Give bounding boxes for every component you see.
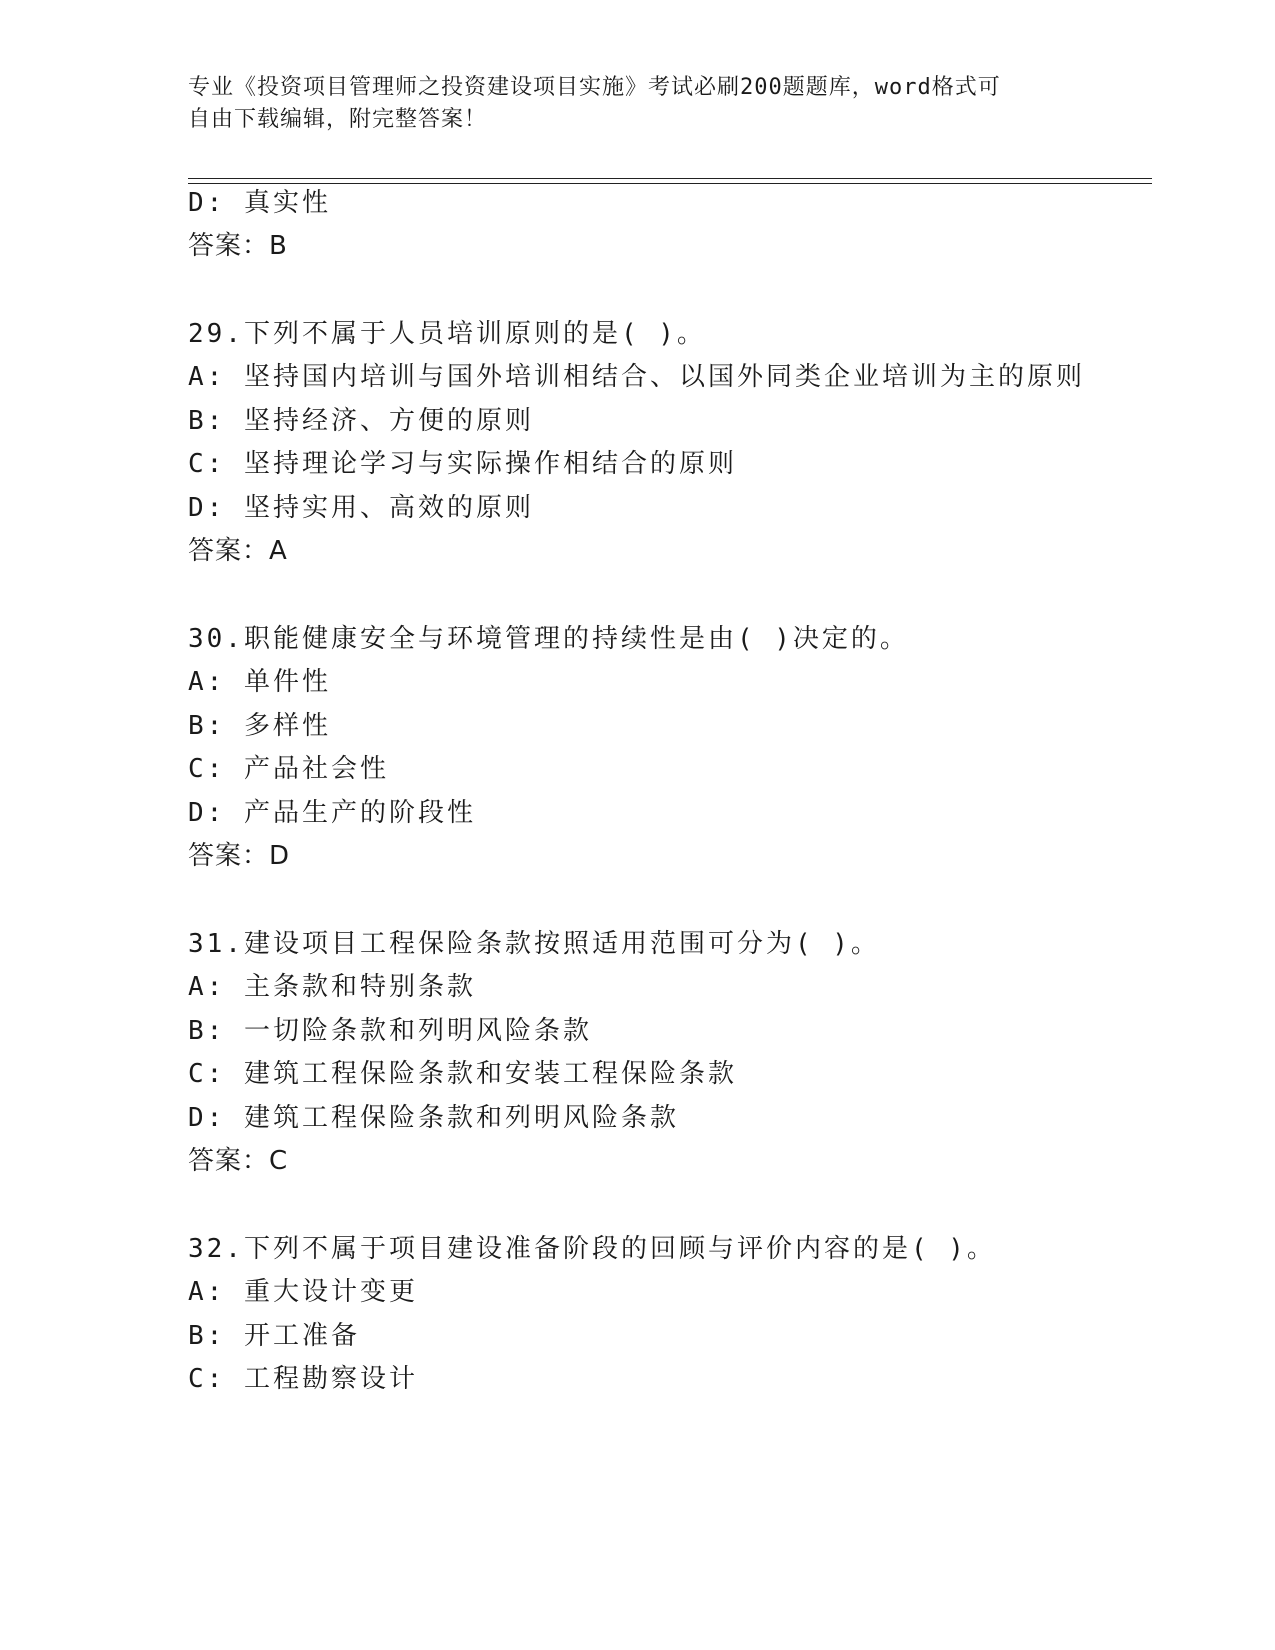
header-line-1: 专业《投资项目管理师之投资建设项目实施》考试必刷200题题库，word格式可 [188, 75, 1001, 100]
q30-option-b: B: 多样性 [188, 711, 331, 741]
document-header [188, 72, 1068, 136]
q31-answer: 答案：C [188, 1146, 289, 1176]
q31-stem: 31.建设项目工程保险条款按照适用范围可分为( )。 [188, 929, 880, 959]
q29-answer: 答案：A [188, 536, 288, 566]
q30-option-a: A: 单件性 [188, 667, 331, 697]
q29-stem: 29.下列不属于人员培训原则的是( )。 [188, 319, 706, 349]
q32-stem: 32.下列不属于项目建设准备阶段的回顾与评价内容的是( )。 [188, 1234, 996, 1264]
q32-option-a: A: 重大设计变更 [188, 1277, 418, 1307]
q32-option-b: B: 开工准备 [188, 1321, 360, 1351]
q30-option-c: C: 产品社会性 [188, 754, 389, 784]
q32-option-c: C: 工程勘察设计 [188, 1364, 418, 1394]
header-rule-bottom [188, 183, 1152, 184]
q30-stem: 30.职能健康安全与环境管理的持续性是由( )决定的。 [188, 624, 909, 654]
header-rule-top [188, 178, 1152, 179]
q31-option-d: D: 建筑工程保险条款和列明风险条款 [188, 1103, 679, 1133]
prev-answer: 答案：B [188, 231, 288, 261]
q29-option-c: C: 坚持理论学习与实际操作相结合的原则 [188, 449, 737, 479]
q30-option-d: D: 产品生产的阶段性 [188, 798, 476, 828]
q31-option-a: A: 主条款和特别条款 [188, 972, 476, 1002]
prev-option-d: D: 真实性 [188, 188, 331, 218]
header-line-2: 自由下载编辑，附完整答案！ [188, 107, 488, 132]
q30-answer: 答案：D [188, 841, 291, 871]
q29-option-a: A: 坚持国内培训与国外培训相结合、以国外同类企业培训为主的原则 [188, 362, 1085, 392]
q29-option-b: B: 坚持经济、方便的原则 [188, 406, 534, 436]
q31-option-c: C: 建筑工程保险条款和安装工程保险条款 [188, 1059, 737, 1089]
q29-option-d: D: 坚持实用、高效的原则 [188, 493, 534, 523]
q31-option-b: B: 一切险条款和列明风险条款 [188, 1016, 592, 1046]
